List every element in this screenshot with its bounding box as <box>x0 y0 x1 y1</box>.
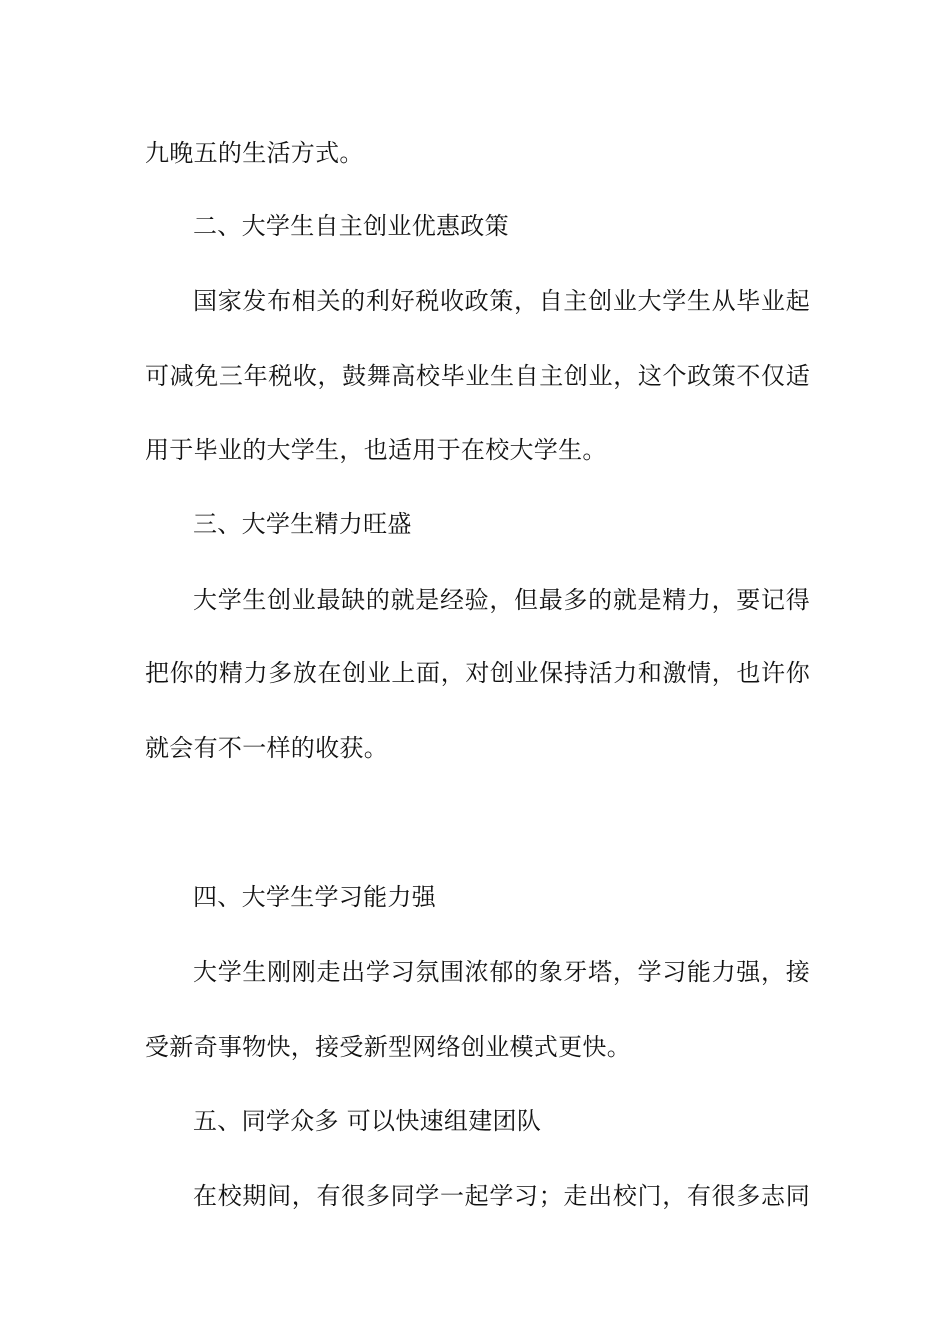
paragraph-line: 大学生刚刚走出学习氛围浓郁的象牙塔，学习能力强，接 <box>193 958 810 986</box>
section-heading-5: 五、同学众多 可以快速组建团队 <box>193 1107 542 1135</box>
paragraph-line: 国家发布相关的利好税收政策，自主创业大学生从毕业起 <box>193 287 810 315</box>
paragraph-line: 受新奇事物快，接受新型网络创业模式更快。 <box>145 1033 631 1061</box>
paragraph-line: 在校期间，有很多同学一起学习；走出校门，有很多志同 <box>193 1182 810 1210</box>
paragraph-line: 大学生创业最缺的就是经验，但最多的就是精力，要记得 <box>193 586 810 614</box>
section-heading-4: 四、大学生学习能力强 <box>193 883 436 911</box>
paragraph-continuation: 九晚五的生活方式。 <box>145 139 364 167</box>
section-heading-2: 二、大学生自主创业优惠政策 <box>193 212 509 240</box>
section-heading-3: 三、大学生精力旺盛 <box>193 510 412 538</box>
paragraph-line: 把你的精力多放在创业上面，对创业保持活力和激情，也许你 <box>145 659 810 687</box>
paragraph-line: 就会有不一样的收获。 <box>145 734 388 762</box>
paragraph-line: 可减免三年税收，鼓舞高校毕业生自主创业，这个政策不仅适 <box>145 362 810 390</box>
paragraph-line: 用于毕业的大学生，也适用于在校大学生。 <box>145 436 607 464</box>
